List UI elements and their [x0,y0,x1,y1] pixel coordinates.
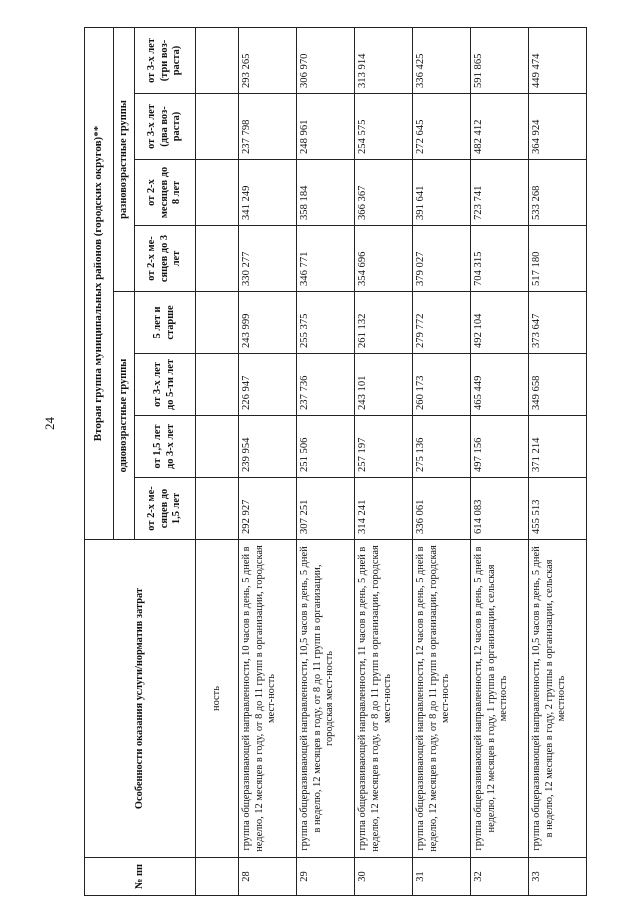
row-value: 723 741 [471,160,529,226]
row-value: 243 101 [355,354,413,416]
header-col-8: от 3-х лет (три воз-раста) [135,27,196,93]
row-value: 243 999 [239,292,297,354]
header-col-5: от 2-х ме-сяцев до 3 лет [135,226,196,292]
table-row [239,27,297,895]
header-mixed-age-groups: разновозрастные группы [114,27,135,291]
row-value: 292 927 [239,478,297,540]
continuation-no-cell [196,858,239,896]
header-col-2: от 1,5 лет до 3-х лет [135,416,196,478]
row-value: 279 772 [413,292,471,354]
table-row [529,27,587,895]
row-value: 255 375 [297,292,355,354]
table-row [413,27,471,895]
page-number: 24 [42,417,57,430]
cost-norms-table [84,27,587,896]
row-value: 237 798 [239,94,297,160]
row-number: 31 [413,858,471,896]
row-value: 358 184 [297,160,355,226]
row-value: 336 061 [413,478,471,540]
row-number: 28 [239,858,297,896]
row-value: 497 156 [471,416,529,478]
row-value: 307 251 [297,478,355,540]
row-value: 517 180 [529,226,587,292]
row-number: 29 [297,858,355,896]
row-value: 455 513 [529,478,587,540]
rotated-table-container [84,28,624,896]
row-value: 371 214 [529,416,587,478]
row-value: 346 771 [297,226,355,292]
row-value: 293 265 [239,27,297,93]
row-value: 260 173 [413,354,471,416]
row-value: 349 658 [529,354,587,416]
row-value: 306 970 [297,27,355,93]
header-same-age-groups: одновозрастные группы [114,292,135,540]
row-value: 379 027 [413,226,471,292]
row-value: 591 865 [471,27,529,93]
row-value: 239 954 [239,416,297,478]
row-description: группа общеразвивающей направленности, 10 часов в день, 5 дней в неделю, 12 месяцев в году, от 8 до 11 групп в организации, городская мест-ность [239,540,297,858]
row-value: 226 947 [239,354,297,416]
row-value: 366 367 [355,160,413,226]
row-value: 336 425 [413,27,471,93]
continuation-row [196,27,239,895]
header-no: № пп [85,858,196,896]
row-value: 492 104 [471,292,529,354]
row-number: 30 [355,858,413,896]
row-value: 272 645 [413,94,471,160]
header-col-6: от 2-х месяцев до 8 лет [135,160,196,226]
table-row [471,27,529,895]
row-value: 257 197 [355,416,413,478]
row-value: 391 641 [413,160,471,226]
header-feature: Особенности оказания услуги/норматив затрат [85,540,196,858]
row-value: 313 914 [355,27,413,93]
header-region: Вторая группа муниципальных районов (городских округов)** [85,27,114,539]
row-value: 373 647 [529,292,587,354]
row-value: 248 961 [297,94,355,160]
row-value: 364 924 [529,94,587,160]
header-col-3: от 3-х лет до 5-ти лет [135,354,196,416]
row-description: группа общеразвивающей направленности, 10,5 часов в день, 5 дней в неделю, 12 месяцев в году, от 8 до 11 групп в организации, городская мест-ность [297,540,355,858]
row-value: 314 241 [355,478,413,540]
row-description: группа общеразвивающей направленности, 10,5 часов в день, 5 дней в неделю, 12 месяцев в году, 2 группы в организации, сельская местность [529,540,587,858]
row-value: 341 249 [239,160,297,226]
row-description: группа общеразвивающей направленности, 11 часов в день, 5 дней в неделю, 12 месяцев в году, от 8 до 11 групп в организации, городская мест-ность [355,540,413,858]
table-row [355,27,413,895]
header-col-7: от 3-х лет (два воз-раста) [135,94,196,160]
row-value: 251 506 [297,416,355,478]
row-description: группа общеразвивающей направленности, 12 часов в день, 5 дней в неделю, 12 месяцев в году, от 8 до 11 групп в организации, городская мест-ность [413,540,471,858]
row-value: 533 268 [529,160,587,226]
row-value: 254 575 [355,94,413,160]
row-description: группа общеразвивающей направленности, 12 часов в день, 5 дней в неделю, 12 месяцев в году, 1 группа в организации, сельская местность [471,540,529,858]
row-value: 614 083 [471,478,529,540]
row-value: 237 736 [297,354,355,416]
continuation-text: ность [196,540,239,858]
header-col-4: 5 лет и старше [135,292,196,354]
row-value: 275 136 [413,416,471,478]
row-value: 704 315 [471,226,529,292]
header-col-1: от 2-х ме-сяцев до 1,5 лет [135,478,196,540]
row-value: 449 474 [529,27,587,93]
row-value: 330 277 [239,226,297,292]
row-number: 32 [471,858,529,896]
row-value: 482 412 [471,94,529,160]
row-value: 354 696 [355,226,413,292]
row-value: 465 449 [471,354,529,416]
table-row [297,27,355,895]
row-number: 33 [529,858,587,896]
row-value: 261 132 [355,292,413,354]
